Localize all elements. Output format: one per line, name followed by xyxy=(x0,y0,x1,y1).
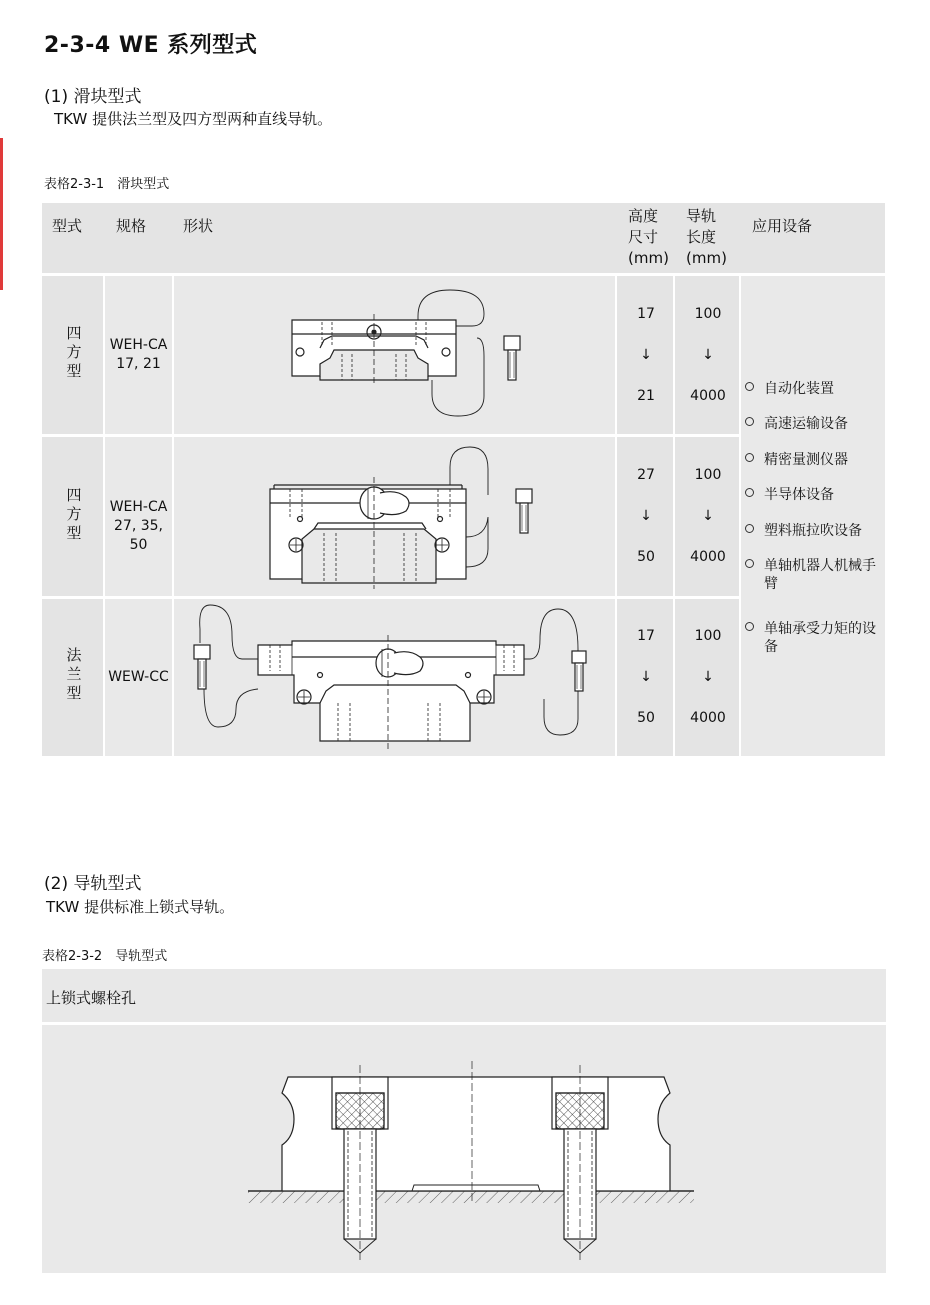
bullet-icon xyxy=(745,453,754,462)
header-rail-length: 导轨 长度 (mm) xyxy=(686,207,727,267)
row2-height-max: 50 xyxy=(637,549,655,565)
row1-length-min: 100 xyxy=(694,306,722,322)
slider-drawing-weh-large xyxy=(174,437,615,596)
row3-length-arrow: ↓ xyxy=(702,669,714,685)
row1-height-min: 17 xyxy=(637,306,655,322)
slider-drawing-wew-flange xyxy=(174,599,615,756)
table1-header xyxy=(42,203,885,273)
rail-type-label: 上锁式螺栓孔 xyxy=(46,989,137,1007)
bullet-icon xyxy=(745,382,754,391)
application-item: 精密量测仪器 xyxy=(745,451,885,469)
header-shape: 形状 xyxy=(183,217,214,235)
header-application: 应用设备 xyxy=(752,217,813,235)
rail-section-drawing xyxy=(42,1025,886,1273)
row1-type: 四 方 型 xyxy=(66,324,82,380)
row2-length-arrow: ↓ xyxy=(702,508,714,524)
application-item: 单轴机器人机械手臂 xyxy=(745,557,885,593)
part1-heading: (1) 滑块型式 xyxy=(44,87,142,107)
slider-drawing-weh-small xyxy=(174,276,615,434)
bullet-icon xyxy=(745,488,754,497)
part2-description: TKW 提供标准上锁式导轨。 xyxy=(46,898,235,916)
table2-caption: 表格2-3-2 导轨型式 xyxy=(42,949,168,964)
bullet-icon xyxy=(745,524,754,533)
row2-length-max: 4000 xyxy=(690,549,726,565)
row3-length-min: 100 xyxy=(694,628,722,644)
row1-length-max: 4000 xyxy=(690,388,726,404)
row3-height-max: 50 xyxy=(637,710,655,726)
row3-type: 法 兰 型 xyxy=(66,646,82,702)
application-item: 高速运输设备 xyxy=(745,415,885,433)
application-item: 半导体设备 xyxy=(745,486,885,504)
row2-height-min: 27 xyxy=(637,467,655,483)
part2-heading: (2) 导轨型式 xyxy=(44,874,142,894)
row3-code: WEW-CC xyxy=(108,669,169,685)
table1-caption: 表格2-3-1 滑块型式 xyxy=(44,177,170,192)
header-height: 高度 尺寸 (mm) xyxy=(628,207,669,267)
row1-length-arrow: ↓ xyxy=(702,347,714,363)
row2-type: 四 方 型 xyxy=(66,486,82,542)
header-spec: 规格 xyxy=(116,217,147,235)
bullet-icon xyxy=(745,417,754,426)
applications-cell xyxy=(741,276,885,756)
application-item: 自动化装置 xyxy=(745,380,885,398)
header-type: 型式 xyxy=(52,217,83,235)
part1-description: TKW 提供法兰型及四方型两种直线导轨。 xyxy=(54,110,333,128)
row2-code: WEH-CA 27, 35, 50 xyxy=(109,499,168,553)
bullet-icon xyxy=(745,622,754,631)
row1-height-max: 21 xyxy=(637,388,655,404)
section-title: 2-3-4 WE 系列型式 xyxy=(44,33,258,58)
row3-length-max: 4000 xyxy=(690,710,726,726)
application-item: 塑料瓶拉吹设备 xyxy=(745,522,885,540)
bullet-icon xyxy=(745,559,754,568)
rail-type-header xyxy=(42,969,886,1022)
row3-height-min: 17 xyxy=(637,628,655,644)
page-edge-marker xyxy=(0,138,3,290)
row1-code: WEH-CA 17, 21 xyxy=(109,337,168,372)
row3-height-arrow: ↓ xyxy=(640,669,652,685)
row2-height-arrow: ↓ xyxy=(640,508,652,524)
row1-height-arrow: ↓ xyxy=(640,347,652,363)
row2-length-min: 100 xyxy=(694,467,722,483)
application-item: 单轴承受力矩的设备 xyxy=(745,620,885,656)
